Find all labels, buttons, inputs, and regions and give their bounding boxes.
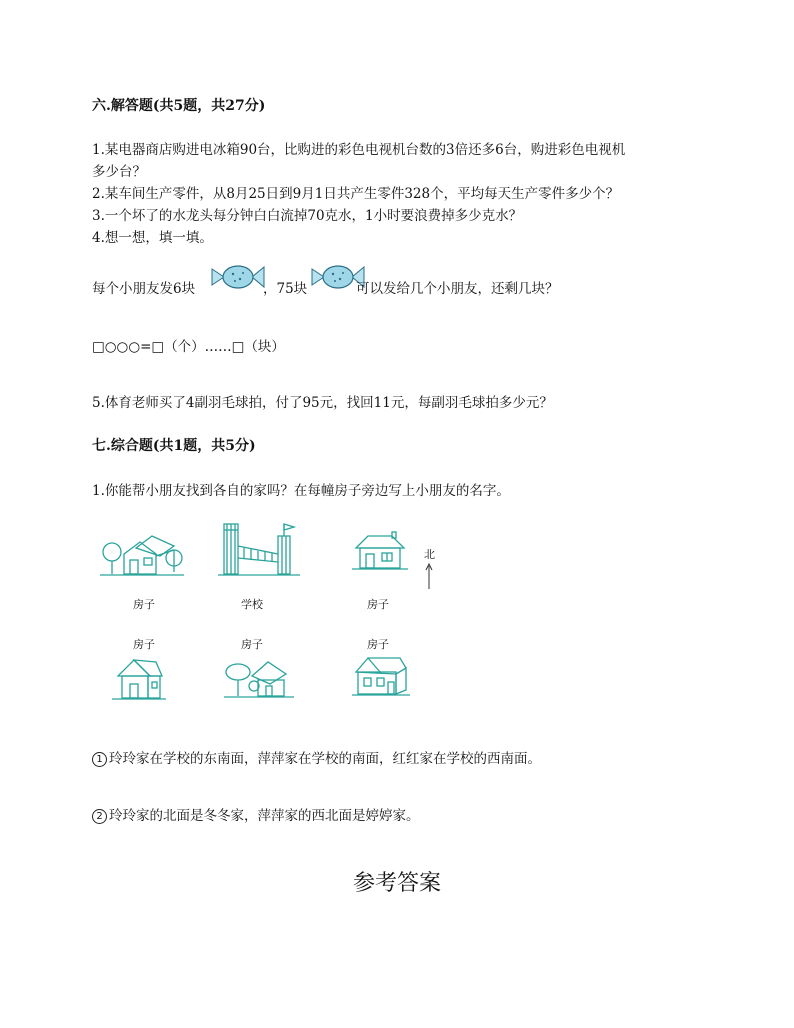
north-arrow-icon	[424, 562, 434, 590]
label-house-bottom-right: 房子	[367, 638, 389, 651]
comprehensive-question-1: 1.你能帮小朋友找到各自的家吗？在每幢房子旁边写上小朋友的名字。	[92, 483, 510, 499]
label-house-bottom-left: 房子	[133, 638, 155, 651]
house-with-trees-illustration	[100, 528, 184, 580]
section7-heading: 七.综合题(共1题，共5分)	[92, 438, 256, 454]
hint-2	[92, 804, 420, 824]
label-house-top-left: 房子	[133, 598, 155, 611]
question-4-part1: 每个小朋友发6块	[92, 281, 196, 297]
hint-1-text: 玲玲家在学校的东南面，萍萍家在学校的南面，红红家在学校的西南面。	[109, 751, 541, 767]
north-label: 北	[424, 548, 435, 561]
label-house-bottom-middle: 房子	[241, 638, 263, 651]
question-1-line1: 1.某电器商店购进电冰箱90台，比购进的彩色电视机台数的3倍还多6台，购进彩色电视机	[92, 142, 626, 158]
house-with-trees-illustration	[224, 654, 294, 702]
house-illustration	[352, 654, 410, 700]
candy-icon	[210, 263, 266, 291]
house-illustration	[112, 654, 166, 704]
circled-number-2: 2	[92, 809, 107, 824]
school-illustration	[218, 518, 300, 578]
question-3: 3.一个坏了的水龙头每分钟白白流掉70克水，1小时要浪费掉多少克水？	[92, 208, 523, 224]
question-2: 2.某车间生产零件，从8月25日到9月1日共产生零件328个，平均每天生产零件多少个？	[92, 186, 620, 202]
label-school: 学校	[241, 598, 263, 611]
question-4-part3: 可以发给几个小朋友，还剩几块？	[356, 281, 559, 297]
question-4-formula: □○○○=□（个）……□（块）	[92, 339, 285, 355]
section6-heading: 六.解答题(共5题，共27分)	[92, 98, 266, 114]
question-4-part2: ，75块	[263, 281, 308, 297]
answers-title: 参考答案	[352, 871, 441, 896]
question-1-line2: 多少台？	[92, 164, 146, 180]
label-house-top-right: 房子	[367, 598, 389, 611]
question-4: 4.想一想，填一填。	[92, 230, 213, 246]
hint-2-text: 玲玲家的北面是冬冬家，萍萍家的西北面是婷婷家。	[109, 808, 420, 824]
house-illustration	[352, 530, 408, 572]
hint-1	[92, 747, 541, 767]
circled-number-1: 1	[92, 752, 107, 767]
question-5: 5.体育老师买了4副羽毛球拍，付了95元，找回11元，每副羽毛球拍多少元？	[92, 395, 553, 411]
